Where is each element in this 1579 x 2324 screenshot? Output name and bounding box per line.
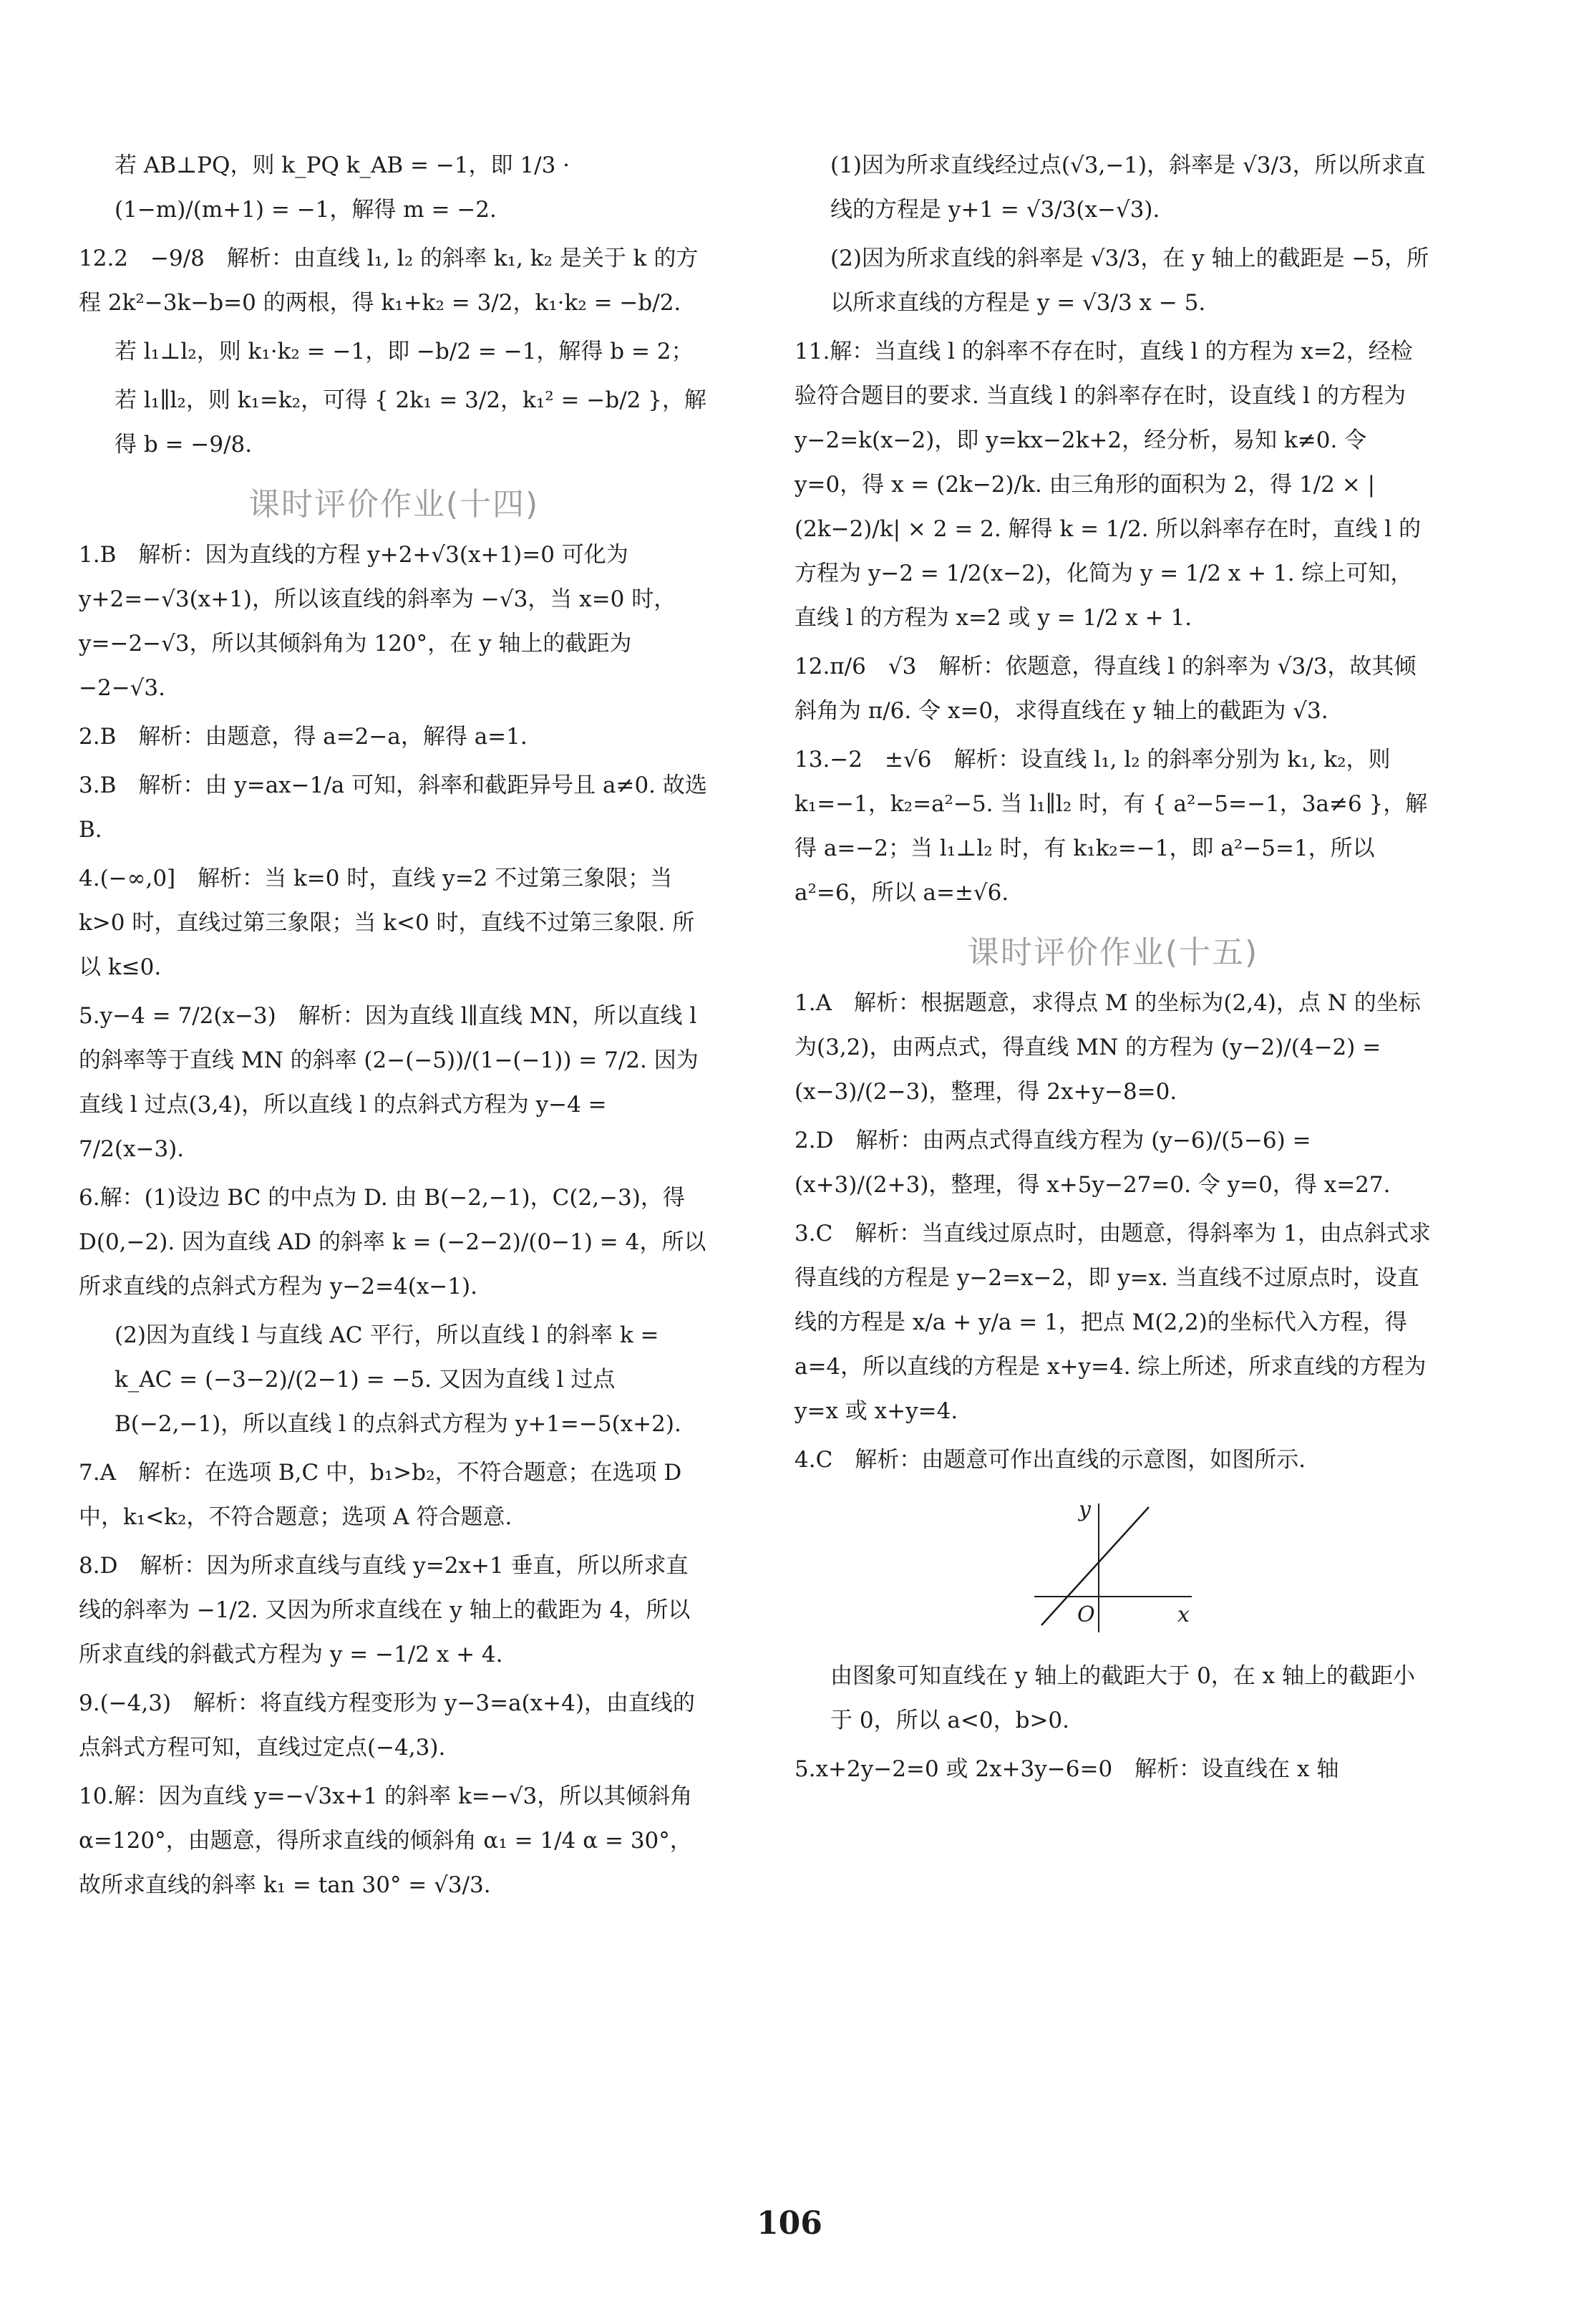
origin-label: O	[1077, 1602, 1095, 1627]
answer-paragraph: 5.y−4 = 7/2(x−3) 解析：因为直线 l∥直线 MN，所以直线 l 的斜率等于直线 MN 的斜率 (2−(−5))/(1−(−1)) = 7/2. 因为直线 l 过点(3,4)，所以直线 l 的点斜式方程为 y−4 = 7/2(x−3).	[79, 1003, 699, 1162]
answer-paragraph: 12.2 −9/8 解析：由直线 l₁, l₂ 的斜率 k₁, k₂ 是关于 k 的方程 2k²−3k−b=0 的两根，得 k₁+k₂ = 3/2，k₁·k₂ = −b/2.	[79, 246, 699, 316]
answer-paragraph: 3.B 解析：由 y=ax−1/a 可知，斜率和截距异号且 a≠0. 故选 B.	[79, 773, 707, 843]
answer-paragraph: 8.D 解析：因为所求直线与直线 y=2x+1 垂直，所以所求直线的斜率为 −1/2. 又因为所求直线在 y 轴上的截距为 4，所以所求直线的斜截式方程为 y = −1/2 x + 4.	[79, 1553, 691, 1667]
y-axis-label: y	[1079, 1497, 1091, 1522]
answer-paragraph: 3.C 解析：当直线过原点时，由题意，得斜率为 1，由点斜式求得直线的方程是 y−2=x−2，即 y=x. 当直线不过原点时，设直线的方程是 x/a + y/a = 1，把点 M(2,2)的坐标代入方程，得 a=4，所以直线的方程是 x+y=4. 综上所述，所求直线的方程为 y=x 或 x+y=4.	[795, 1221, 1431, 1424]
answer-paragraph: 2.D 解析：由两点式得直线方程为 (y−6)/(5−6) = (x+3)/(2+3)，整理，得 x+5y−27=0. 令 y=0，得 x=27.	[795, 1128, 1391, 1198]
section-title: 课时评价作业(十五)	[967, 934, 1259, 971]
answer-paragraph: 11.解：当直线 l 的斜率不存在时，直线 l 的方程为 x=2，经检验符合题目的要求. 当直线 l 的斜率存在时，设直线 l 的方程为 y−2=k(x−2)，即 y=kx−2k+2，经分析，易知 k≠0. 令 y=0，得 x = (2k−2)/k. 由三角形的面积为 2，得 1/2 × |(2k−2)/k| × 2 = 2. 解得 k = 1/2. 所以斜率存在时，直线 l 的方程为 y−2 = 1/2(x−2)，化简为 y = 1/2 x + 1. 综上可知，直线 l 的方程为 x=2 或 y = 1/2 x + 1.	[795, 339, 1422, 631]
answer-paragraph: 9.(−4,3) 解析：将直线方程变形为 y−3=a(x+4)，由直线的点斜式方程可知，直线过定点(−4,3).	[79, 1690, 695, 1761]
answer-paragraph: 5.x+2y−2=0 或 2x+3y−6=0 解析：设直线在 x 轴	[795, 1756, 1339, 1782]
answer-paragraph: 12.π/6 √3 解析：依题意，得直线 l 的斜率为 √3/3，故其倾斜角为 π/6. 令 x=0，求得直线在 y 轴上的截距为 √3.	[795, 654, 1417, 724]
answer-paragraph: (1)因为所求直线经过点(√3,−1)，斜率是 √3/3，所以所求直线的方程是 y+1 = √3/3(x−√3).	[830, 152, 1426, 223]
answer-paragraph: 若 l₁⊥l₂，则 k₁·k₂ = −1，即 −b/2 = −1，解得 b = 2；	[115, 339, 694, 364]
answer-paragraph: 13.−2 ±√6 解析：设直线 l₁, l₂ 的斜率分别为 k₁, k₂，则 k₁=−1，k₂=a²−5. 当 l₁∥l₂ 时，有 { a²−5=−1，3a≠6 }，解得 a=−2；当 l₁⊥l₂ 时，有 k₁k₂=−1，即 a²−5=1，所以 a²=6，所以 a=±√6.	[795, 747, 1428, 906]
line-sketch-figure	[1020, 1489, 1206, 1647]
answer-paragraph: 6.解：(1)设边 BC 的中点为 D. 由 B(−2,−1)，C(2,−3)，得 D(0,−2). 因为直线 AD 的斜率 k = (−2−2)/(0−1) = 4，所以所求直线的点斜式方程为 y−2=4(x−1).	[79, 1185, 706, 1299]
line-l	[1041, 1507, 1149, 1625]
answer-paragraph: 4.(−∞,0] 解析：当 k=0 时，直线 y=2 不过第三象限；当 k>0 时，直线过第三象限；当 k<0 时，直线不过第三象限. 所以 k≤0.	[79, 866, 695, 980]
answer-paragraph: 4.C 解析：由题意可作出直线的示意图，如图所示.	[795, 1447, 1306, 1473]
right-column	[795, 143, 1432, 1796]
answer-paragraph: 10.解：因为直线 y=−√3x+1 的斜率 k=−√3，所以其倾斜角 α=120°，由题意，得所求直线的倾斜角 α₁ = 1/4 α = 30°，故所求直线的斜率 k₁ = tan 30° = √3/3.	[79, 1783, 693, 1898]
answer-paragraph: 若 AB⊥PQ，则 k_PQ k_AB = −1，即 1/3 · (1−m)/(m+1) = −1，解得 m = −2.	[115, 152, 570, 223]
answer-paragraph: 1.B 解析：因为直线的方程 y+2+√3(x+1)=0 可化为 y+2=−√3(x+1)，所以该直线的斜率为 −√3，当 x=0 时，y=−2−√3，所以其倾斜角为 120°，在 y 轴上的截距为 −2−√3.	[79, 542, 676, 701]
section-title: 课时评价作业(十四)	[248, 486, 540, 523]
answer-paragraph: 由图象可知直线在 y 轴上的截距大于 0，在 x 轴上的截距小于 0，所以 a<0，b>0.	[830, 1663, 1415, 1733]
answer-paragraph: 2.B 解析：由题意，得 a=2−a，解得 a=1.	[79, 724, 528, 750]
answer-paragraph: 若 l₁∥l₂，则 k₁=k₂，可得 { 2k₁ = 3/2，k₁² = −b/2 }，解得 b = −9/8.	[115, 387, 706, 457]
left-column	[79, 143, 709, 1912]
answer-paragraph: 7.A 解析：在选项 B,C 中，b₁>b₂，不符合题意；在选项 D 中，k₁<k₂，不符合题意；选项 A 符合题意.	[79, 1460, 682, 1530]
answer-paragraph: 1.A 解析：根据题意，求得点 M 的坐标为(2,4)，点 N 的坐标为(3,2)，由两点式，得直线 MN 的方程为 (y−2)/(4−2) = (x−3)/(2−3)，整理，得 2x+y−8=0.	[795, 990, 1421, 1105]
page-number: 106	[757, 2205, 822, 2242]
x-axis-label: x	[1177, 1602, 1190, 1627]
answer-paragraph: (2)因为直线 l 与直线 AC 平行，所以直线 l 的斜率 k = k_AC = (−3−2)/(2−1) = −5. 又因为直线 l 过点 B(−2,−1)，所以直线 l 的点斜式方程为 y+1=−5(x+2).	[115, 1322, 681, 1437]
answer-paragraph: (2)因为所求直线的斜率是 √3/3，在 y 轴上的截距是 −5，所以所求直线的方程是 y = √3/3 x − 5.	[830, 246, 1429, 316]
